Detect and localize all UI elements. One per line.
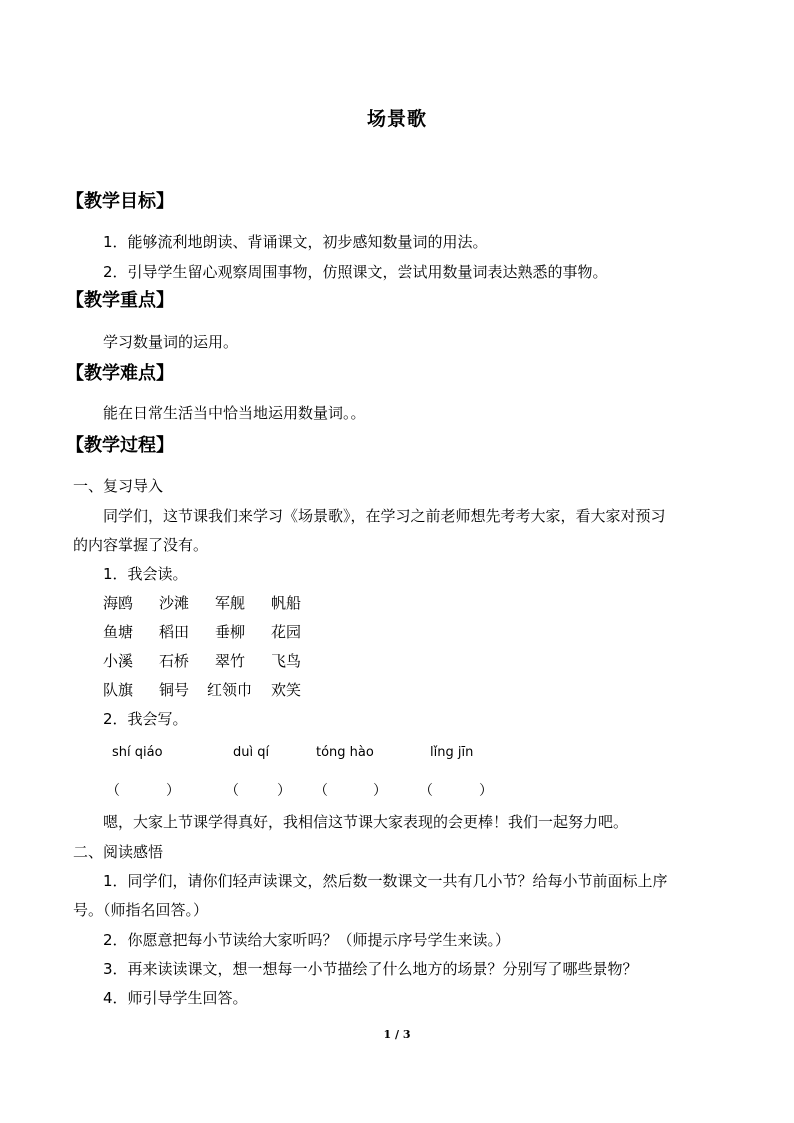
word: 海鸥 <box>103 594 134 612</box>
answer-paren-close: ） <box>166 783 180 799</box>
part2-item1-line1: 1．同学们，请你们轻声读课文，然后数一数课文一共有几小节？给每小节前面标上序 <box>103 872 668 890</box>
part2-heading: 二、阅读感悟 <box>73 843 164 861</box>
answer-paren-open: （ <box>225 783 239 799</box>
focus-heading: 【教学重点】 <box>66 290 174 311</box>
word: 沙滩 <box>159 594 190 612</box>
part2-item3: 3．再来读读课文，想一想每一小节描绘了什么地方的场景？分别写了哪些景物？ <box>103 960 638 978</box>
read-label: 1．我会读。 <box>103 565 188 583</box>
part2-item2: 2．你愿意把每小节读给大家听吗？（师提示序号学生来读。） <box>103 931 511 949</box>
answer-paren-close: ） <box>277 783 291 799</box>
pinyin-1: shí qiáo <box>112 745 163 760</box>
answer-paren-open: （ <box>106 783 120 799</box>
answer-paren-open: （ <box>419 783 433 799</box>
process-heading: 【教学过程】 <box>66 435 174 456</box>
part2-item1-line2: 号。（师指名回答。） <box>73 901 209 919</box>
part1-intro-line2: 的内容掌握了没有。 <box>73 536 209 554</box>
page-title: 场景歌 <box>366 108 427 130</box>
part1-intro-line1: 同学们，这节课我们来学习《场景歌》，在学习之前老师想先考考大家，看大家对预习 <box>103 507 666 525</box>
word: 铜号 <box>159 681 190 699</box>
word: 稻田 <box>159 623 190 641</box>
goals-heading: 【教学目标】 <box>66 191 174 212</box>
word: 石桥 <box>159 652 190 670</box>
word: 帆船 <box>271 594 302 612</box>
write-label: 2．我会写。 <box>103 710 188 728</box>
word: 队旗 <box>103 681 134 699</box>
answer-paren-close: ） <box>373 783 387 799</box>
focus-text: 学习数量词的运用。 <box>103 333 239 351</box>
pinyin-2: duì qí <box>233 745 270 760</box>
word: 红领巾 <box>207 681 253 699</box>
word: 垂柳 <box>215 623 246 641</box>
part2-item4: 4．师引导学生回答。 <box>103 989 248 1007</box>
goal-item-1: 1．能够流利地朗读、背诵课文，初步感知数量词的用法。 <box>103 233 488 251</box>
pinyin-3: tóng hào <box>316 745 374 760</box>
difficulty-text: 能在日常生活当中恰当地运用数量词。。 <box>103 404 366 422</box>
word: 欢笑 <box>271 681 302 699</box>
word: 翠竹 <box>215 652 246 670</box>
praise-text: 嗯，大家上节课学得真好，我相信这节课大家表现的会更棒！我们一起努力吧。 <box>103 813 629 831</box>
part1-heading: 一、复习导入 <box>73 477 164 495</box>
word: 鱼塘 <box>103 623 134 641</box>
answer-paren-open: （ <box>314 783 328 799</box>
page-number: 1 / 3 <box>383 1028 411 1041</box>
goal-item-2: 2．引导学生留心观察周围事物，仿照课文，尝试用数量词表达熟悉的事物。 <box>103 263 608 281</box>
word: 花园 <box>271 623 302 641</box>
pinyin-4: lǐng jīn <box>430 745 474 760</box>
answer-paren-close: ） <box>479 783 493 799</box>
word: 军舰 <box>215 594 246 612</box>
difficulty-heading: 【教学难点】 <box>66 363 174 384</box>
word: 飞鸟 <box>271 652 302 670</box>
word: 小溪 <box>103 652 134 670</box>
